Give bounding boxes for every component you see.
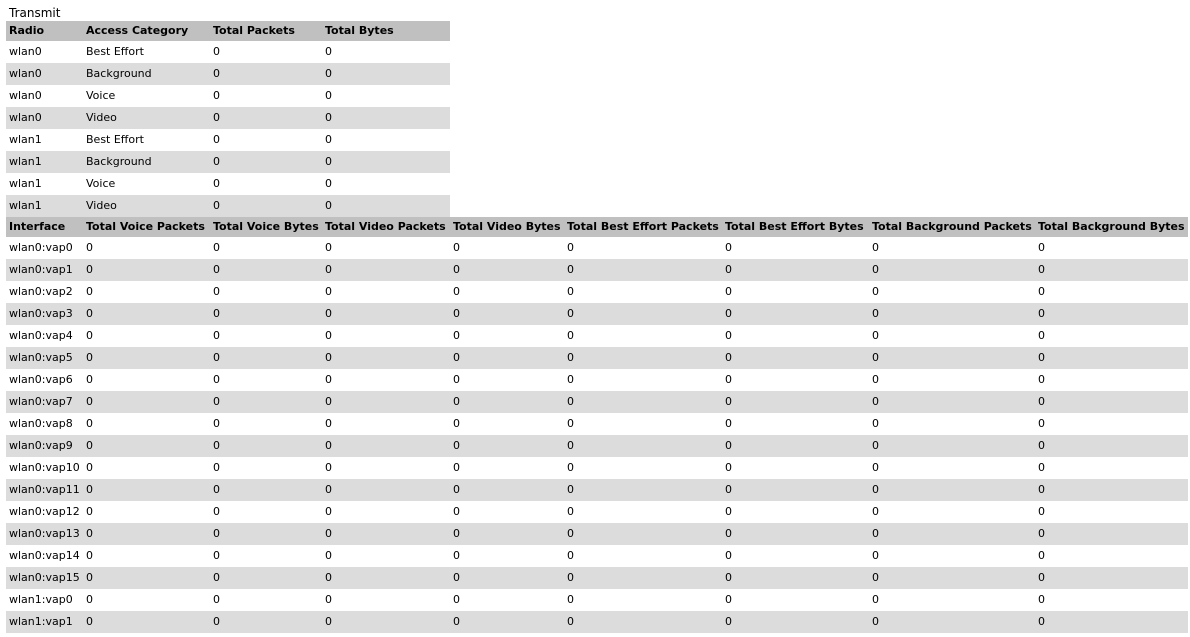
table-cell: 0 <box>869 347 1035 369</box>
table-cell: 0 <box>1038 461 1045 474</box>
section-title: Transmit <box>9 6 61 20</box>
table-cell: wlan1 <box>9 133 42 146</box>
table-cell: wlan0:vap14 <box>9 549 80 562</box>
table-row <box>6 63 450 85</box>
table-cell: 0 <box>322 523 450 545</box>
table-cell: 0 <box>86 241 93 254</box>
table-cell: 0 <box>453 241 460 254</box>
table-cell: 0 <box>1035 391 1188 413</box>
table-row <box>6 347 1188 369</box>
table-cell: 0 <box>450 391 564 413</box>
table-cell: 0 <box>725 461 732 474</box>
table-row <box>6 151 450 173</box>
table-cell: 0 <box>213 329 220 342</box>
table-cell: 0 <box>213 461 220 474</box>
header-access-category: Access Category <box>83 21 210 41</box>
table-cell: 0 <box>872 329 879 342</box>
table-row <box>6 85 450 107</box>
table-cell: 0 <box>450 303 564 325</box>
table-cell: 0 <box>450 347 564 369</box>
table-cell: 0 <box>564 303 722 325</box>
table-cell: 0 <box>450 611 564 633</box>
table-cell: wlan0:vap10 <box>9 461 80 474</box>
header-radio: Radio <box>6 21 83 41</box>
header-total-bytes: Total Bytes <box>322 21 450 41</box>
table-cell: 0 <box>325 45 332 58</box>
table-cell: wlan1 <box>6 195 83 217</box>
table-row <box>6 303 1188 325</box>
table-cell: 0 <box>325 285 332 298</box>
table-row <box>6 129 450 151</box>
table-cell: 0 <box>86 417 93 430</box>
table-cell: 0 <box>1035 479 1188 501</box>
table-cell: 0 <box>872 373 879 386</box>
table-cell: 0 <box>869 479 1035 501</box>
table-cell: 0 <box>567 549 574 562</box>
header-interface: Interface <box>6 217 83 237</box>
table-cell: 0 <box>725 373 732 386</box>
table-cell: 0 <box>1035 611 1188 633</box>
table-cell: 0 <box>567 593 574 606</box>
table-cell: wlan0:vap0 <box>9 241 73 254</box>
table-cell: 0 <box>1035 303 1188 325</box>
table-cell: wlan0:vap13 <box>6 523 83 545</box>
table-cell: 0 <box>725 417 732 430</box>
table-cell: 0 <box>210 107 322 129</box>
table-cell: Best Effort <box>86 133 144 146</box>
table-cell: 0 <box>322 435 450 457</box>
table-cell: 0 <box>564 391 722 413</box>
table-row <box>6 501 1188 523</box>
table-cell: 0 <box>564 347 722 369</box>
table-cell: 0 <box>213 593 220 606</box>
table-cell: wlan1:vap0 <box>9 593 73 606</box>
table-cell: 0 <box>213 241 220 254</box>
table-row <box>6 523 1188 545</box>
table-cell: Video <box>83 195 210 217</box>
header-total-best-effort-packets: Total Best Effort Packets <box>564 217 722 237</box>
table-cell: 0 <box>213 45 220 58</box>
table-cell: 0 <box>322 259 450 281</box>
table-cell: 0 <box>722 347 869 369</box>
table-row <box>6 237 1188 259</box>
table-cell: 0 <box>869 611 1035 633</box>
header-total-video-bytes: Total Video Bytes <box>450 217 564 237</box>
table-cell: 0 <box>567 417 574 430</box>
interface-table-body <box>6 237 1188 633</box>
table-cell: wlan0:vap4 <box>9 329 73 342</box>
table-cell: 0 <box>1038 329 1045 342</box>
table-cell: 0 <box>869 435 1035 457</box>
table-cell: 0 <box>86 593 93 606</box>
table-cell: 0 <box>1035 523 1188 545</box>
table-cell: wlan0:vap5 <box>6 347 83 369</box>
table-cell: 0 <box>1035 435 1188 457</box>
table-cell: 0 <box>450 259 564 281</box>
table-cell: 0 <box>450 567 564 589</box>
table-cell: 0 <box>83 259 210 281</box>
table-cell: 0 <box>325 461 332 474</box>
interface-transmit-table <box>6 217 1188 633</box>
table-cell: wlan0:vap15 <box>6 567 83 589</box>
table-cell: 0 <box>83 479 210 501</box>
table-cell: 0 <box>210 479 322 501</box>
table-cell: 0 <box>325 133 332 146</box>
table-cell: 0 <box>83 347 210 369</box>
table-cell: 0 <box>213 505 220 518</box>
table-cell: 0 <box>453 549 460 562</box>
table-cell: wlan0:vap6 <box>9 373 73 386</box>
table-cell: 0 <box>725 549 732 562</box>
table-cell: 0 <box>213 89 220 102</box>
table-cell: 0 <box>1038 285 1045 298</box>
table-cell: 0 <box>325 373 332 386</box>
table-cell: Background <box>83 151 210 173</box>
table-row <box>6 107 450 129</box>
table-cell: wlan0 <box>9 45 42 58</box>
radio-transmit-table <box>6 21 450 217</box>
table-cell: 0 <box>722 435 869 457</box>
header-total-packets: Total Packets <box>210 21 322 41</box>
header-total-voice-bytes: Total Voice Bytes <box>210 217 322 237</box>
header-total-video-packets: Total Video Packets <box>322 217 450 237</box>
table-cell: wlan0 <box>6 63 83 85</box>
table-cell: 0 <box>1038 373 1045 386</box>
table-cell: wlan1 <box>9 177 42 190</box>
table-cell: 0 <box>83 435 210 457</box>
table-cell: 0 <box>453 329 460 342</box>
table-cell: 0 <box>325 505 332 518</box>
table-cell: 0 <box>450 435 564 457</box>
radio-table-header-row <box>6 21 450 41</box>
table-cell: 0 <box>210 611 322 633</box>
table-cell: 0 <box>872 505 879 518</box>
table-cell: 0 <box>869 567 1035 589</box>
header-total-voice-packets: Total Voice Packets <box>83 217 210 237</box>
table-cell: 0 <box>210 435 322 457</box>
table-cell: 0 <box>1038 417 1045 430</box>
table-row <box>6 457 1188 479</box>
table-cell: 0 <box>872 549 879 562</box>
table-cell: 0 <box>322 611 450 633</box>
table-cell: 0 <box>1038 241 1045 254</box>
table-cell: 0 <box>325 593 332 606</box>
table-cell: 0 <box>872 417 879 430</box>
table-row <box>6 413 1188 435</box>
table-cell: 0 <box>322 63 450 85</box>
table-cell: 0 <box>1038 593 1045 606</box>
table-cell: 0 <box>83 303 210 325</box>
table-cell: 0 <box>83 567 210 589</box>
table-cell: 0 <box>325 241 332 254</box>
table-cell: 0 <box>210 567 322 589</box>
table-row <box>6 391 1188 413</box>
table-cell: 0 <box>725 593 732 606</box>
table-cell: 0 <box>210 259 322 281</box>
header-total-background-packets: Total Background Packets <box>869 217 1035 237</box>
table-row <box>6 545 1188 567</box>
table-cell: 0 <box>86 505 93 518</box>
table-cell: 0 <box>567 329 574 342</box>
table-cell: 0 <box>725 505 732 518</box>
table-cell: wlan1 <box>6 151 83 173</box>
table-cell: 0 <box>722 303 869 325</box>
table-cell: 0 <box>86 285 93 298</box>
table-cell: Best Effort <box>86 45 144 58</box>
table-row <box>6 173 450 195</box>
table-cell: 0 <box>450 479 564 501</box>
table-cell: 0 <box>564 611 722 633</box>
table-cell: 0 <box>872 241 879 254</box>
table-cell: 0 <box>1035 567 1188 589</box>
table-cell: 0 <box>564 259 722 281</box>
table-cell: 0 <box>725 329 732 342</box>
table-cell: 0 <box>325 177 332 190</box>
interface-table-header-row <box>6 217 1188 237</box>
table-cell: wlan0:vap9 <box>6 435 83 457</box>
table-cell: 0 <box>1038 549 1045 562</box>
table-cell: 0 <box>722 567 869 589</box>
table-cell: 0 <box>213 177 220 190</box>
table-cell: 0 <box>86 373 93 386</box>
table-cell: 0 <box>210 303 322 325</box>
table-cell: Voice <box>86 177 116 190</box>
table-cell: 0 <box>213 373 220 386</box>
table-cell: Background <box>83 63 210 85</box>
table-cell: 0 <box>322 151 450 173</box>
table-cell: Video <box>83 107 210 129</box>
table-cell: 0 <box>722 611 869 633</box>
table-cell: 0 <box>450 523 564 545</box>
table-cell: wlan0:vap3 <box>6 303 83 325</box>
table-cell: 0 <box>213 549 220 562</box>
table-cell: 0 <box>322 107 450 129</box>
table-cell: 0 <box>453 505 460 518</box>
table-cell: 0 <box>567 505 574 518</box>
table-cell: 0 <box>722 259 869 281</box>
table-cell: 0 <box>567 373 574 386</box>
table-cell: 0 <box>86 549 93 562</box>
table-row <box>6 567 1188 589</box>
table-cell: 0 <box>210 523 322 545</box>
table-cell: 0 <box>872 461 879 474</box>
table-cell: 0 <box>722 479 869 501</box>
table-cell: 0 <box>869 523 1035 545</box>
table-cell: 0 <box>322 567 450 589</box>
table-cell: 0 <box>83 611 210 633</box>
table-cell: 0 <box>567 241 574 254</box>
table-cell: 0 <box>722 523 869 545</box>
table-cell: 0 <box>322 303 450 325</box>
table-cell: 0 <box>564 435 722 457</box>
table-cell: 0 <box>869 391 1035 413</box>
table-cell: wlan0:vap11 <box>6 479 83 501</box>
table-row <box>6 281 1188 303</box>
table-cell: 0 <box>322 195 450 217</box>
table-row <box>6 479 1188 501</box>
table-cell: wlan0:vap7 <box>6 391 83 413</box>
table-row <box>6 369 1188 391</box>
table-cell: 0 <box>1038 505 1045 518</box>
table-cell: wlan0 <box>9 89 42 102</box>
table-cell: 0 <box>453 285 460 298</box>
table-row <box>6 195 450 217</box>
table-cell: 0 <box>325 329 332 342</box>
table-cell: wlan0 <box>6 107 83 129</box>
table-cell: 0 <box>872 593 879 606</box>
table-cell: 0 <box>453 461 460 474</box>
table-cell: 0 <box>453 417 460 430</box>
table-row <box>6 259 1188 281</box>
table-cell: 0 <box>564 479 722 501</box>
table-row <box>6 325 1188 347</box>
table-cell: 0 <box>567 285 574 298</box>
table-cell: wlan0:vap1 <box>6 259 83 281</box>
table-cell: 0 <box>564 523 722 545</box>
table-cell: 0 <box>322 347 450 369</box>
table-cell: 0 <box>725 241 732 254</box>
table-cell: 0 <box>453 593 460 606</box>
table-cell: Voice <box>86 89 116 102</box>
header-total-background-bytes: Total Background Bytes <box>1035 217 1188 237</box>
table-cell: 0 <box>86 461 93 474</box>
table-cell: 0 <box>564 567 722 589</box>
table-row <box>6 41 450 63</box>
table-cell: 0 <box>83 523 210 545</box>
table-cell: 0 <box>725 285 732 298</box>
table-cell: 0 <box>869 303 1035 325</box>
table-cell: 0 <box>210 391 322 413</box>
table-cell: 0 <box>567 461 574 474</box>
table-row <box>6 589 1188 611</box>
table-cell: 0 <box>325 417 332 430</box>
header-total-best-effort-bytes: Total Best Effort Bytes <box>722 217 869 237</box>
table-cell: 0 <box>872 285 879 298</box>
table-cell: 0 <box>86 329 93 342</box>
table-row <box>6 435 1188 457</box>
table-cell: 0 <box>869 259 1035 281</box>
table-cell: 0 <box>213 417 220 430</box>
table-cell: 0 <box>325 89 332 102</box>
table-cell: wlan1:vap1 <box>6 611 83 633</box>
table-cell: 0 <box>213 285 220 298</box>
table-cell: 0 <box>453 373 460 386</box>
table-cell: 0 <box>722 391 869 413</box>
table-cell: 0 <box>210 195 322 217</box>
table-cell: 0 <box>210 63 322 85</box>
radio-table-body <box>6 41 450 217</box>
table-cell: 0 <box>322 479 450 501</box>
table-cell: 0 <box>1035 347 1188 369</box>
table-cell: wlan0:vap12 <box>9 505 80 518</box>
table-cell: 0 <box>322 391 450 413</box>
table-cell: 0 <box>210 347 322 369</box>
table-cell: 0 <box>213 133 220 146</box>
table-cell: wlan0:vap8 <box>9 417 73 430</box>
table-cell: 0 <box>325 549 332 562</box>
table-row <box>6 611 1188 633</box>
table-cell: 0 <box>83 391 210 413</box>
table-cell: 0 <box>1035 259 1188 281</box>
table-cell: wlan0:vap2 <box>9 285 73 298</box>
table-cell: 0 <box>210 151 322 173</box>
